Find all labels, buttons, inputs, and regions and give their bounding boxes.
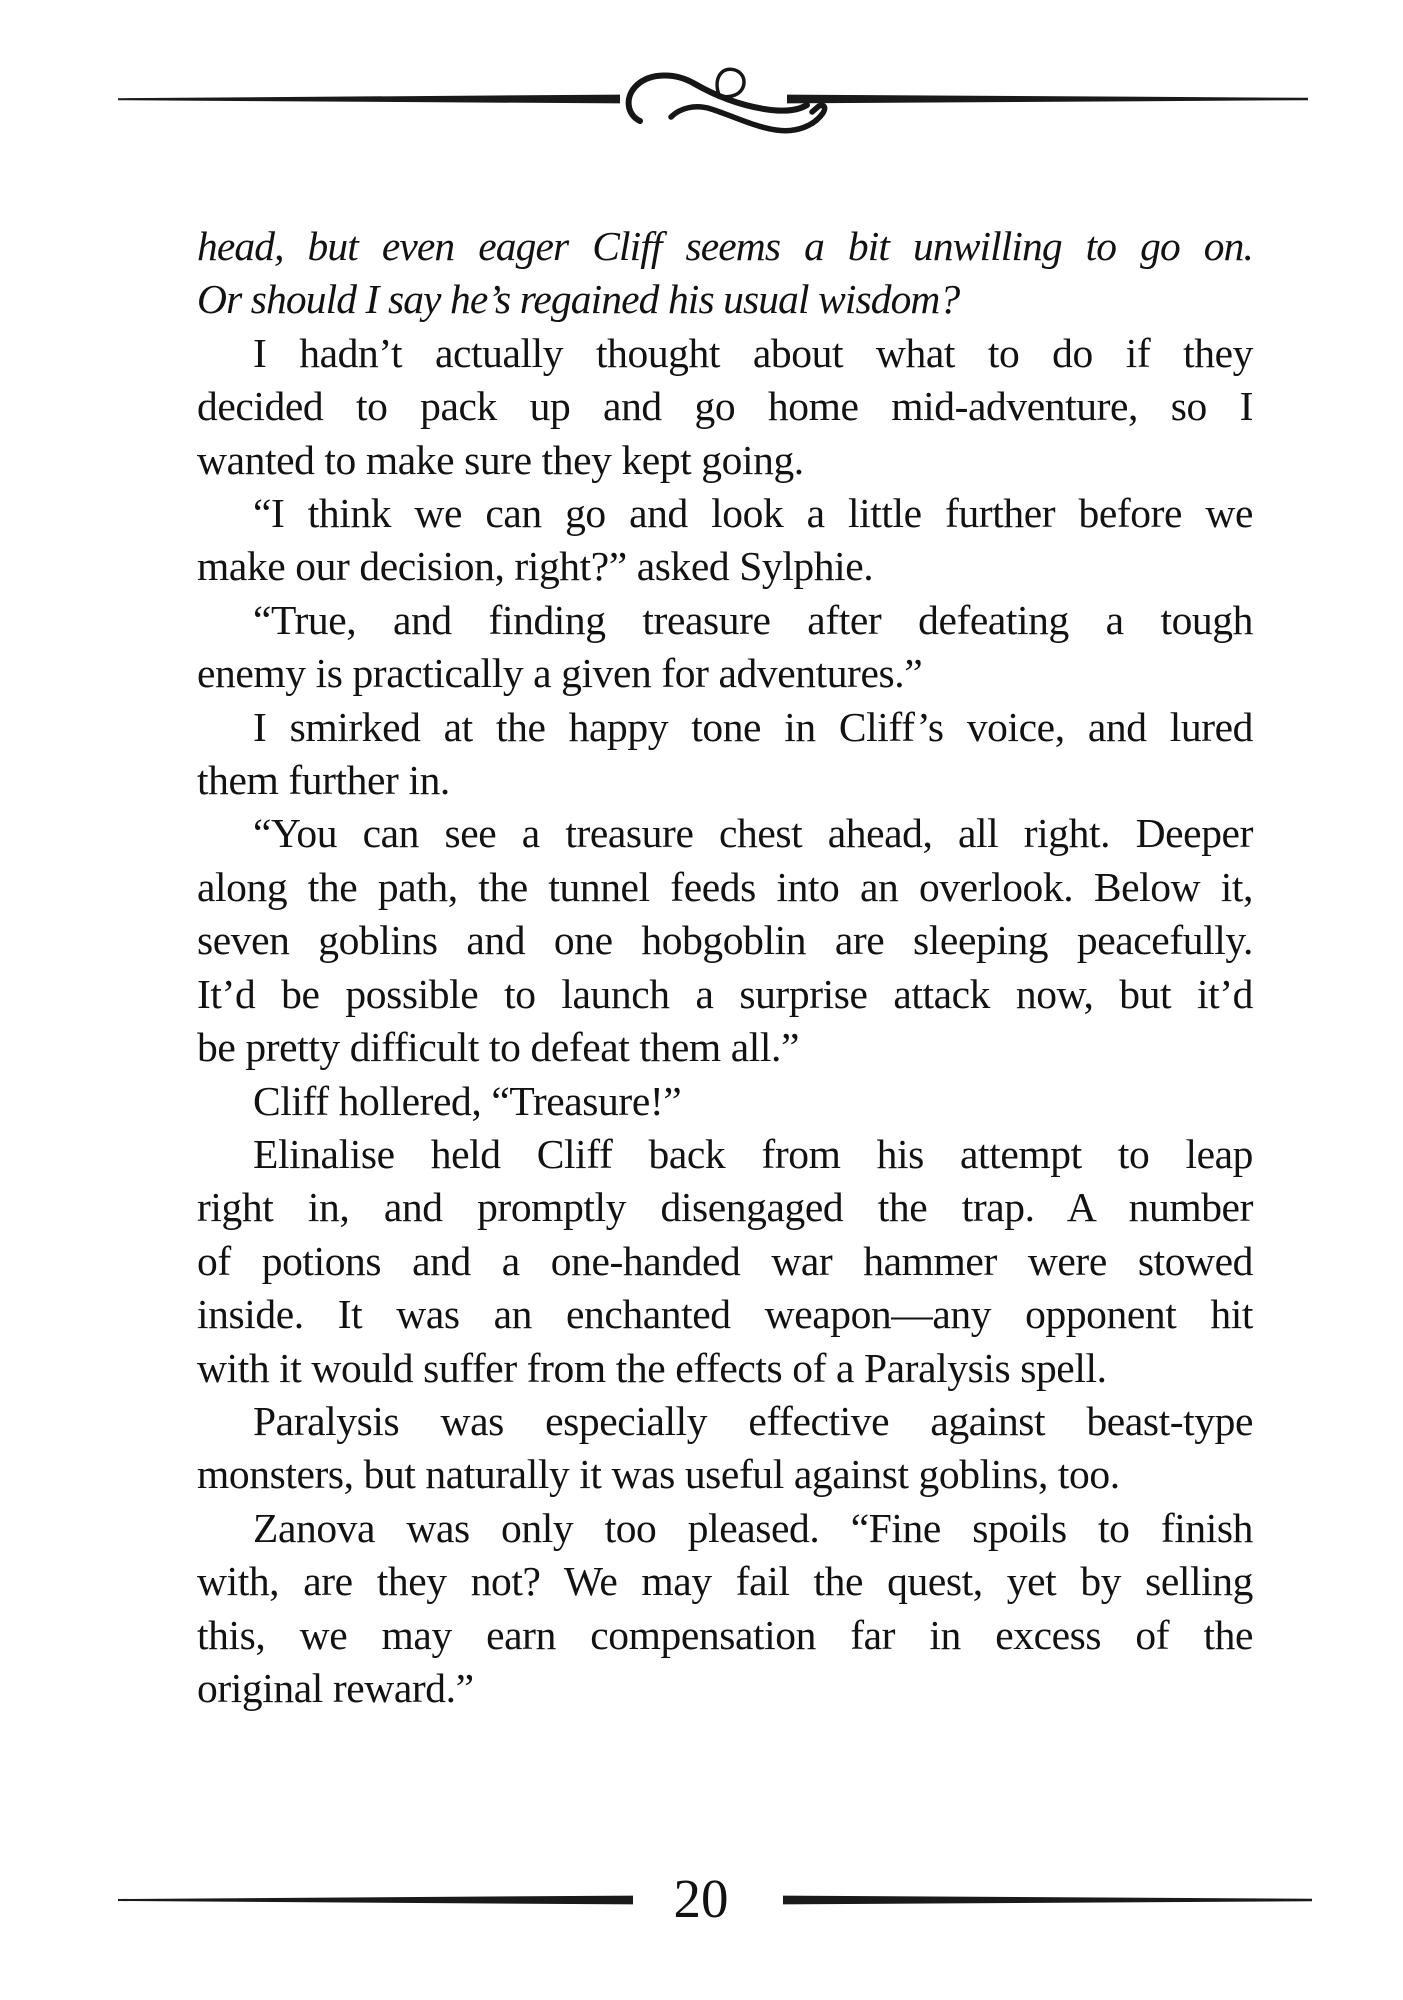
top-divider bbox=[0, 0, 1403, 200]
text-line: monsters, but naturally it was useful against goblins, too. bbox=[197, 1451, 1120, 1498]
text-line: I smirked at the happy tone in Cliff’s voice, and lured bbox=[253, 703, 1253, 750]
paragraph bbox=[197, 594, 1253, 701]
paragraph bbox=[197, 701, 1253, 808]
top-rule-right bbox=[787, 95, 1308, 104]
text-line: Elinalise held Cliff back from his attempt to leap bbox=[253, 1130, 1253, 1177]
bottom-rule-left bbox=[118, 1896, 633, 1905]
paragraph bbox=[197, 220, 1253, 327]
text-line: enemy is practically a given for adventures.” bbox=[197, 650, 923, 697]
page-number: 20 bbox=[673, 1868, 729, 1929]
paragraph bbox=[197, 807, 1253, 1074]
text-line: seven goblins and one hobgoblin are sleeping peacefully. bbox=[197, 917, 1253, 964]
text-line: “You can see a treasure chest ahead, all right. Deeper bbox=[253, 810, 1253, 857]
paragraph bbox=[197, 1502, 1253, 1716]
text-line: I hadn’t actually thought about what to do if they bbox=[253, 329, 1253, 376]
top-rule-left bbox=[118, 95, 620, 104]
paragraph bbox=[197, 327, 1253, 487]
text-line: make our decision, right?” asked Sylphie. bbox=[197, 543, 874, 590]
text-line: decided to pack up and go home mid-adventure, so I bbox=[197, 383, 1253, 430]
bottom-rule-right bbox=[783, 1896, 1312, 1905]
text-line: this, we may earn compensation far in excess of the bbox=[197, 1611, 1253, 1658]
text-line: Paralysis was especially effective against beast-type bbox=[253, 1397, 1253, 1444]
page-text bbox=[197, 220, 1253, 1715]
text-line: Zanova was only too pleased. “Fine spoils to finish bbox=[253, 1504, 1253, 1551]
paragraph bbox=[197, 1075, 1253, 1128]
text-line: along the path, the tunnel feeds into an overlook. Below it, bbox=[197, 863, 1253, 910]
text-line: Or should I say he’s regained his usual wisdom? bbox=[197, 276, 960, 323]
text-line: “True, and finding treasure after defeating a tough bbox=[253, 596, 1253, 643]
text-line: wanted to make sure they kept going. bbox=[197, 436, 804, 483]
text-line: It’d be possible to launch a surprise attack now, but it’d bbox=[197, 970, 1253, 1017]
text-line: with, are they not? We may fail the quest, yet by selling bbox=[197, 1558, 1253, 1605]
text-line: original reward.” bbox=[197, 1664, 474, 1711]
text-line: with it would suffer from the effects of a Paralysis spell. bbox=[197, 1344, 1107, 1391]
text-line: be pretty difficult to defeat them all.” bbox=[197, 1024, 800, 1071]
paragraph bbox=[197, 1395, 1253, 1502]
paragraph bbox=[197, 1128, 1253, 1395]
text-line: them further in. bbox=[197, 757, 450, 804]
text-line: right in, and promptly disengaged the trap. A number bbox=[197, 1184, 1253, 1231]
text-line: of potions and a one-handed war hammer were stowed bbox=[197, 1237, 1253, 1284]
text-line: head, but even eager Cliff seems a bit unwilling to go on. bbox=[197, 223, 1253, 269]
text-line: inside. It was an enchanted weapon—any opponent hit bbox=[197, 1291, 1253, 1338]
paragraph bbox=[197, 487, 1253, 594]
text-line: “I think we can go and look a little further before we bbox=[253, 490, 1253, 537]
text-line: Cliff hollered, “Treasure!” bbox=[253, 1077, 682, 1124]
